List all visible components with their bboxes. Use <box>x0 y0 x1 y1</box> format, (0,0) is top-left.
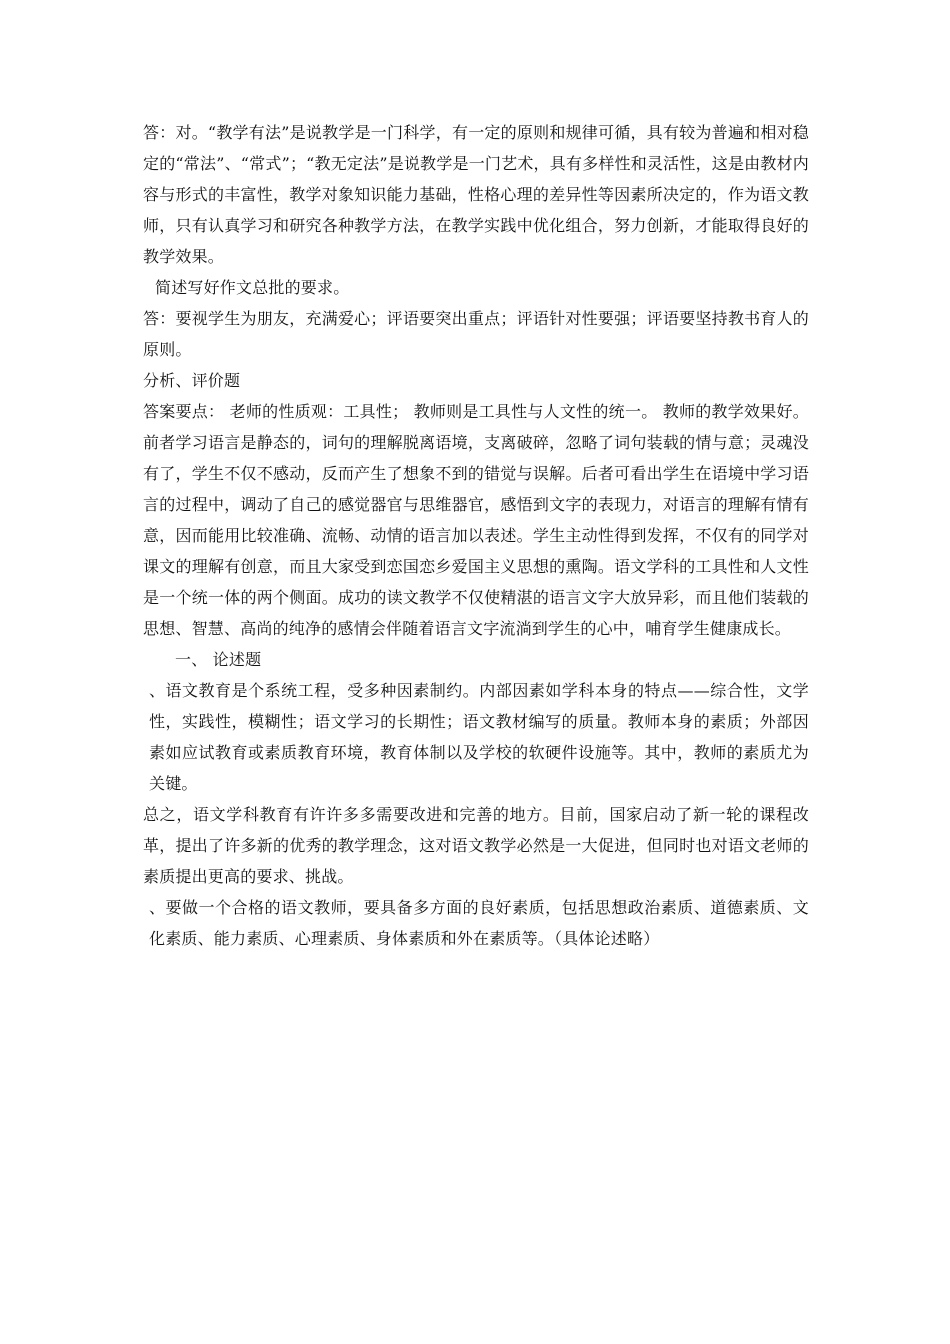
answer-paragraph-composition-comment: 答：要视学生为朋友，充满爱心；评语要突出重点；评语针对性要强；评语要坚持教书育人的原则。 <box>143 309 809 359</box>
section-heading-essay: 一、 论述题 <box>175 650 262 669</box>
essay-paragraph-summary: 总之，语文学科教育有许许多多需要改进和完善的地方。目前，国家启动了新一轮的课程改革，提出了许多新的优秀的教学理念，这对语文教学必然是一大促进，但同时也对语文老师的素质提出更高的要求、挑战。 <box>143 805 809 886</box>
answer-paragraph-teaching-method: 答：对。“教学有法”是说教学是一门科学，有一定的原则和规律可循，具有较为普遍和相对稳定的“常法”、“常式”；“教无定法”是说教学是一门艺术，具有多样性和灵活性，这是由教材内容与形式的丰富性，教学对象知识能力基础，性格心理的差异性等因素所决定的，作为语文教师，只有认真学习和研究各种教学方法，在教学实践中优化组合，努力创新，才能取得良好的教学效果。 <box>143 123 809 266</box>
document-body <box>143 117 809 954</box>
section-heading-analysis: 分析、评价题 <box>143 371 241 390</box>
essay-paragraph-system: 、语文教育是个系统工程，受多种因素制约。内部因素如学科本身的特点——综合性，文学性，实践性，模糊性；语文学习的长期性；语文教材编写的质量。教师本身的素质；外部因素如应试教育或素质教育环境，教育体制以及学校的软硬件设施等。其中，教师的素质尤为关键。 <box>149 681 809 793</box>
answer-paragraph-analysis: 答案要点： 老师的性质观：工具性； 教师则是工具性与人文性的统一。 教师的教学效果好。前者学习语言是静态的，词句的理解脱离语境，支离破碎，忽略了词句装载的情与意；灵魂没有了，学生不仅不感动，反而产生了想象不到的错觉与误解。后者可看出学生在语境中学习语言的过程中，调动了自己的感觉器官与思维器官，感悟到文字的表现力，对语言的理解有情有意，因而能用比较准确、流畅、动情的语言加以表述。学生主动性得到发挥，不仅有的同学对课文的理解有创意，而且大家受到恋国恋乡爱国主义思想的熏陶。语文学科的工具性和人文性是一个统一体的两个侧面。成功的读文教学不仅使精湛的语言文字大放异彩，而且他们装载的思想、智慧、高尚的纯净的感情会伴随着语言文字流淌到学生的心中，哺育学生健康成长。 <box>143 402 809 638</box>
question-composition-comment: 简述写好作文总批的要求。 <box>155 278 350 297</box>
essay-paragraph-qualified-teacher: 、要做一个合格的语文教师，要具备多方面的良好素质，包括思想政治素质、道德素质、文化素质、能力素质、心理素质、身体素质和外在素质等。（具体论述略） <box>149 898 809 948</box>
